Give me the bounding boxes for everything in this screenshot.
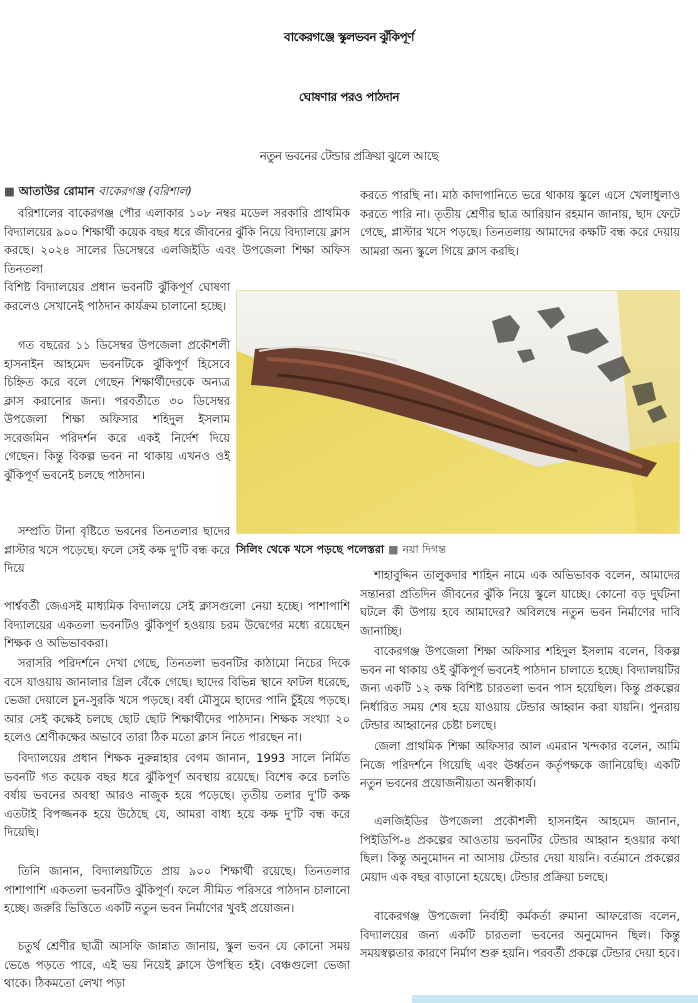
photo-caption — [236, 541, 680, 559]
page-bottom-bar — [0, 995, 698, 1003]
article-right-paragraph-5: এলজিইডির উপজেলা প্রকৌশলী হাসনাইন আহমেদ জানান, পিইডিপি-৪ প্রকল্পের আওতায় ভবনটির টেন্ডার আহ্বান হওয়ার কথা ছিল। কিন্তু অনুমোদন না আসায় টেন্ডার দেয়া যায়নি। বর্তমানে প্রকল্পের মেয়াদ এক বছর বাড়ানো হয়েছে। টেন্ডার প্রক্রিয়া চলছে। — [360, 814, 680, 884]
article-photo — [236, 290, 680, 534]
bottom-accent-bar — [412, 995, 698, 1003]
article-paragraph-5: বিদ্যালয়ের প্রধান শিক্ষক নুরুন্নাহার বেগম জানান, 1993 সালে নির্মিত ভবনটি গত কয়েক বছর ধরে ঝুঁকিপূর্ণ অবস্থায় রয়েছে। বিশেষ করে চলতি বর্ষায় ভবনের অবস্থা আরও নাজুক হয়ে পড়েছে। তৃতীয় তলার দু'টি কক্ষ এতটাই বিপজ্জনক হয়ে উঠেছে যে, আমরা বাধ্য হয়ে কক্ষ দু'টি বন্ধ করে দিয়েছি। — [4, 751, 350, 839]
article-right-paragraph-1: করতে পারছি না। মাঠ কাদাপানিতে ভরে থাকায় স্কুলে এসে খেলাধুলাও করতে পারি না। তৃতীয় শ্রেণীর ছাত্র আরিয়ান রহমান জানায়, ছাদ ফেটে গেছে, প্লাস্টার খসে পড়ছে। তিনতলায় আমাদের কক্ষটি বন্ধ করে দেয়ায় আমরা অন্য স্কুলে গিয়ে ক্লাস করছি। — [360, 188, 680, 258]
article-right-paragraph-6: বাকেরগঞ্জ উপজেলা নির্বাহী কর্মকর্তা রুমানা আফরোজ বলেন, বিদ্যালয়ের জন্য একটি চারতলা ভবনের অনুমোদন ছিল। কিন্তু সময়স্বল্পতার কারণে নির্মাণ শুরু হয়নি। পরবর্তী প্রকল্পে টেন্ডার দেয়া হবে। — [360, 909, 680, 960]
caption-bullet-icon: ■ — [388, 543, 399, 556]
article-paragraph-7: চতুর্থ শ্রেণীর ছাত্রী আসফি জান্নাত জানায়, স্কুল ভবন যে কোনো সময় ভেঙে পড়তে পারে, এই ভয় নিয়েই ক্লাসে উপস্থিত হই। বেঞ্চগুলো ভেজা থাকে। ঠিকমতো লেখা পড়া — [4, 939, 350, 990]
byline-author: আতাউর রোমান — [18, 184, 95, 198]
headline-line-2: ঘোষণার পরও পাঠদান — [298, 90, 400, 104]
article-paragraph-3: সম্প্রতি টানা বৃষ্টিতে ভবনের তিনতলার ছাদের প্লাস্টার খসে পড়েছে। ফলে সেই কক্ষ দু'টি বন্ধ করে দিয়ে — [4, 524, 230, 575]
headline-line-1: বাকেরগঞ্জে স্কুলভবন ঝুঁকিপূর্ণ — [284, 30, 414, 44]
article-right-paragraph-2: শাহাবুদ্দিন তালুকদার শাহিন নামে এক অভিভাবক বলেন, আমাদের সন্তানরা প্রতিদিন জীবনের ঝুঁকি নিয়ে স্কুলে যাচ্ছে। কোনো বড় দুর্ঘটনা ঘটলে কী উপায় হবে আমাদের? অবিলম্বে নতুন ভবন নির্মাণের দাবি জানাচ্ছি। — [360, 568, 680, 638]
bullet-icon: ■ — [4, 184, 15, 198]
article-right-paragraph-3: বাকেরগঞ্জ উপজেলা শিক্ষা অফিসার শহিদুল ইসলাম বলেন, বিকল্প ভবন না থাকায় ওই ঝুঁকিপূর্ণ ভবনেই পাঠদান চালাতে হচ্ছে। বিদ্যালয়টির জন্য একটি ১২ কক্ষ বিশিষ্ট চারতলা ভবন পাস হয়েছিল। কিন্তু প্রকল্পের নির্ধারিত সময় শেষ হয়ে যাওয়ায় টেন্ডার আহ্বান করা যায়নি। পুনরায় টেন্ডার আহ্বানের চেষ্টা চলছে। — [360, 644, 680, 732]
article-right-paragraph-4: জেলা প্রাথমিক শিক্ষা অফিসার আল এমরান খন্দকার বলেন, আমি নিজে পরিদর্শনে গিয়েছি এবং ঊর্ধ্বতন কর্তৃপক্ষকে জানিয়েছি। একটি নতুন ভবনের প্রয়োজনীয়তা অনস্বীকার্য। — [360, 739, 680, 790]
article-paragraph-4: সরাসরি পরিদর্শনে দেখা গেছে, তিনতলা ভবনটির কাঠামো নিচের দিকে বসে যাওয়ায় জানালার গ্রিল বেঁকে গেছে। ছাদের বিভিন্ন স্থানে ফাটল ধরেছে, ভেজা দেয়ালে চুন-সুরকি খসে পড়ছে। বর্ষা মৌসুমে ছাদের পানি চুঁইয়ে পড়ছে। আর সেই কক্ষেই চলছে ছোট ছোট শিক্ষার্থীদের পাঠদান। শিক্ষক সংখ্যা ২০ হলেও শ্রেণীকক্ষের অভাবে তারা ঠিক মতো ক্লাস নিতে পারছেন না। — [4, 656, 350, 744]
byline — [4, 180, 354, 202]
caption-credit: নয়া দিগন্ত — [402, 543, 446, 556]
ceiling-plaster-photo — [237, 291, 680, 534]
caption-text: সিলিং থেকে খসে পড়ছে পলেস্তরা — [236, 543, 385, 556]
article-paragraph-2: গত বছরের ১১ ডিসেম্বর উপজেলা প্রকৌশলী হাসনাইন আহমেদ ভবনটিকে ঝুঁকিপূর্ণ হিসেবে চিহ্নিত করে বলে গেছেন শিক্ষার্থীদেরকে অন্যত্র ক্লাস করানোর জন্য। পরবর্তীতে ৩০ ডিসেম্বর উপজেলা শিক্ষা অফিসার শহিদুল ইসলাম সরেজমিন পরিদর্শন করে একই নির্দেশ দিয়ে গেছেন। কিন্তু বিকল্প ভবন না থাকায় এখনও ওই ঝুঁকিপূর্ণ ভবনেই চলছে পাঠদান। — [4, 338, 230, 482]
article-paragraph-1-cont: বিশিষ্ট বিদ্যালয়ের প্রধান ভবনটি ঝুঁকিপূর্ণ ঘোষণা করলেও সেখানেই পাঠদান কার্যক্রম চালানো হচ্ছে। — [4, 280, 230, 313]
byline-place: বাকেরগঞ্জ (বরিশাল) — [98, 184, 192, 198]
article-paragraph-6: তিনি জানান, বিদ্যালয়টিতে প্রায় ৯০০ শিক্ষার্থী রয়েছে। তিনতলার পাশাপাশি একতলা ভবনটিও ঝুঁকিপূর্ণ। ফলে সীমিত পরিসরে পাঠদান চালানো হচ্ছে। জরুরি ভিত্তিতে একটি নতুন ভবন নির্মাণের খুবই প্রয়োজন। — [4, 864, 350, 915]
subheadline: নতুন ভবনের টেন্ডার প্রক্রিয়া ঝুলে আছে — [259, 149, 439, 163]
article-paragraph-3-cont: পার্শ্ববর্তী জেএসই মাধ্যমিক বিদ্যালয়ে সেই ক্লাসগুলো নেয়া হচ্ছে। পাশাপাশি বিদ্যালয়ের একতলা ভবনটিও ঝুঁকিপূর্ণ হওয়ায় চরম উদ্বেগের মধ্যে রয়েছেন শিক্ষক ও অভিভাবকরা। — [4, 599, 350, 650]
article-paragraph-1: বরিশালের বাকেরগঞ্জ পৌর এলাকার ১০৮ নম্বর মডেল সরকারি প্রাথমিক বিদ্যালয়ের ৯০০ শিক্ষার্থী কয়েক বছর ধরে জীবনের ঝুঁকি নিয়ে বিদ্যালয়ে ক্লাস করছে। ২০২৪ সালের ডিসেম্বরে এলজিইডি এবং উপজেলা শিক্ষা অফিস তিনতলা — [4, 206, 350, 276]
